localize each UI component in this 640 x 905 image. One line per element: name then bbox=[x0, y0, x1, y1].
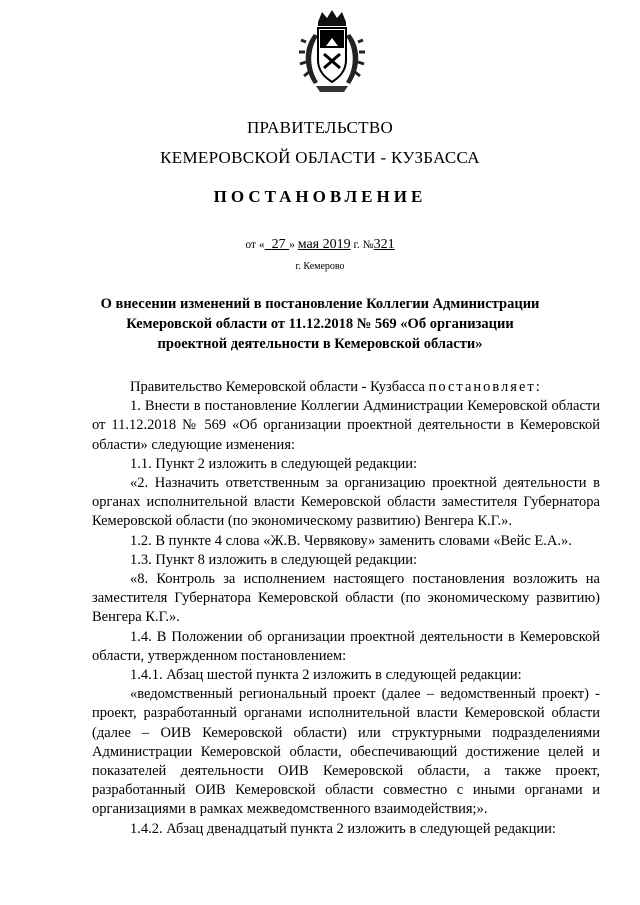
date-day: 27 bbox=[271, 237, 286, 252]
date-number-line bbox=[0, 237, 640, 253]
document-type: ПОСТАНОВЛЕНИЕ bbox=[213, 187, 427, 206]
coat-of-arms-icon bbox=[296, 8, 368, 96]
paragraph-1-4-2: 1.4.2. Абзац двенадцатый пункта 2 изложить в следующей редакции: bbox=[130, 820, 556, 837]
government-title-line2: КЕМЕРОВСКОЙ ОБЛАСТИ - КУЗБАССА bbox=[160, 148, 480, 167]
paragraph-1-4-1: 1.4.1. Абзац шестой пункта 2 изложить в следующей редакции: bbox=[130, 667, 522, 684]
preamble: Правительство Кемеровской области - Кузбасса постановляет: bbox=[130, 379, 540, 395]
paragraph-1-1: 1.1. Пункт 2 изложить в следующей редакции: bbox=[130, 455, 418, 472]
paragraph-1-4: 1.4. В Положении об организации проектной деятельности в Кемеровской области, утвержденном постановлением: bbox=[92, 628, 600, 664]
number-prefix: № bbox=[362, 239, 374, 251]
date-month-year: мая 2019 bbox=[297, 237, 351, 252]
date-quote-close: » bbox=[289, 239, 295, 251]
date-year-suffix: г. bbox=[353, 239, 360, 251]
paragraph-1-4-1-text: «ведомственный региональный проект (далее – ведомственный проект) - проект, разработанный органами исполнительной власти Кемеровской области (далее – ОИВ Кемеровской области) или структурными подразделениями Администрации Кемеровской области, обеспечивающий достижение целей и показателей деятельности ОИВ Кемеровской области, а также проект, разработанный ОИВ Кемеровской области совместно с иными органами и организациями в рамках межведомственного взаимодействия;». bbox=[92, 686, 600, 818]
city: г. Кемерово bbox=[295, 261, 345, 272]
paragraph-1-1-text: «2. Назначить ответственным за организацию проектной деятельности в органах исполнительной власти Кемеровской области заместителя Губернатора Кемеровской области (по экономическому развитию) Венгера К.Г.». bbox=[92, 475, 600, 530]
document-number: 321 bbox=[373, 237, 395, 252]
paragraph-1: 1. Внести в постановление Коллегии Администрации Кемеровской области от 11.12.2018 № 569 «Об организации проектной деятельности в Кемеровской области» следующие изменения: bbox=[92, 398, 600, 453]
document-subject: О внесении изменений в постановление Коллегии Администрации Кемеровской области от 11.12.2018 № 569 «Об организации проектной деятельности в Кемеровской области» bbox=[100, 296, 540, 352]
paragraph-1-2: 1.2. В пункте 4 слова «Ж.В. Червякову» заменить словами «Вейс Е.А.». bbox=[130, 532, 572, 549]
government-title-line1: ПРАВИТЕЛЬСТВО bbox=[246, 118, 394, 137]
paragraph-1-3: 1.3. Пункт 8 изложить в следующей редакции: bbox=[130, 551, 418, 568]
paragraph-1-3-text: «8. Контроль за исполнением настоящего постановления возложить на заместителя Губернатора Кемеровской области (по экономическому развитию) Венгера К.Г.». bbox=[92, 571, 600, 626]
document-body bbox=[92, 378, 600, 839]
date-prefix: от « bbox=[245, 239, 265, 251]
